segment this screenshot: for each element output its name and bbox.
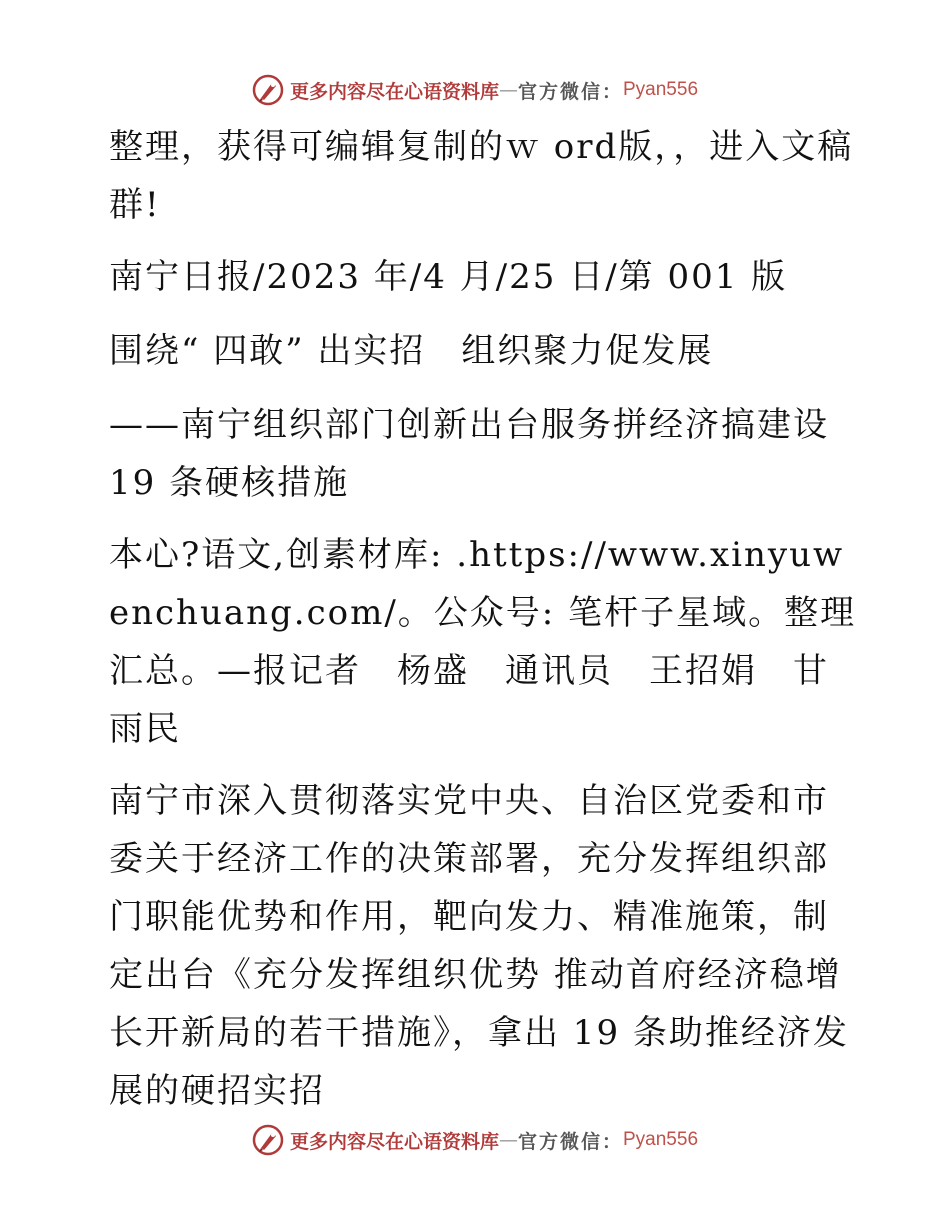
banner-brand: 更多内容尽在心语资料库	[289, 1130, 499, 1153]
intro-paragraph: 整理，获得可编辑复制的ｗ ord版，，进入文稿群!	[109, 127, 854, 225]
banner-wechat-id: Pyan556	[623, 1129, 699, 1150]
banner-dash: —	[498, 1129, 518, 1151]
article-content	[97, 118, 857, 1120]
source-line: 南宁日报/2023 年/4 月/25 日/第 001 版	[109, 257, 788, 297]
footer-banner	[0, 1120, 950, 1160]
byline-paragraph: 本心?语文,创素材库: .https://www.xinyuwenchuang.com/。公众号: 笔杆子星域。整理汇总。—报记者 杨盛 通讯员 王招娟 甘雨民	[109, 535, 857, 749]
banner-wechat-id: Pyan556	[623, 79, 699, 100]
body-paragraph: 南宁市深入贯彻落实党中央、自治区党委和市委关于经济工作的决策部署，充分发挥组织部门职能优势和作用，靶向发力、精准施策，制定出台《充分发挥组织优势 推动首府经济稳增长开新局的若干措施》，拿出 19 条助推经济发展的硬招实招	[109, 781, 849, 1111]
article-subtitle: ——南宁组织部门创新出台服务拼经济搞建设 19 条硬核措施	[109, 405, 829, 503]
banner-dash: —	[498, 79, 518, 101]
quill-pen-logo-icon	[252, 74, 284, 106]
banner-brand: 更多内容尽在心语资料库	[289, 80, 499, 103]
header-banner	[0, 70, 950, 110]
banner-official-label: 官方微信：	[517, 80, 623, 103]
quill-pen-logo-icon	[252, 1124, 284, 1156]
article-title: 围绕“ 四敢” 出实招 组织聚力促发展	[109, 331, 714, 371]
banner-official-label: 官方微信：	[517, 1130, 623, 1153]
